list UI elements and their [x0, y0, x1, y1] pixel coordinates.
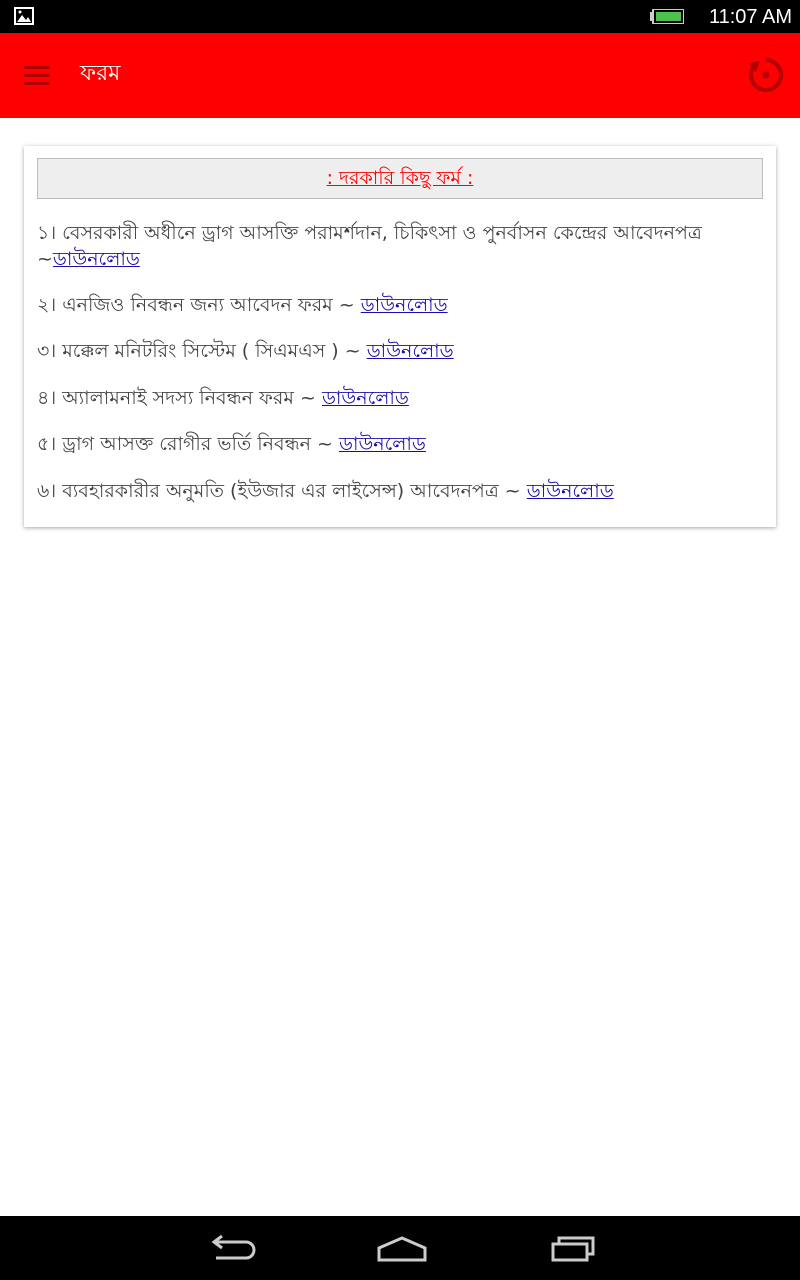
download-link[interactable]: ডাউনলোড — [360, 294, 448, 316]
list-item — [37, 338, 757, 364]
list-item — [37, 385, 757, 411]
download-link[interactable]: ডাউনলোড — [321, 387, 409, 409]
status-bar — [0, 0, 800, 33]
menu-button[interactable] — [20, 61, 54, 91]
home-icon — [372, 1230, 432, 1266]
page-title: ফরম — [80, 61, 121, 86]
refresh-icon — [746, 55, 786, 95]
recents-button[interactable] — [543, 1230, 603, 1266]
forms-card — [24, 146, 776, 527]
list-item — [37, 220, 757, 272]
back-button[interactable] — [202, 1230, 262, 1266]
form-item-text: ৬। ব্যবহারকারীর অনুমতি (ইউজার এর লাইসেন্স) আবেদনপত্র ~ — [37, 480, 527, 502]
app-bar — [0, 33, 800, 118]
card-header — [37, 158, 763, 199]
download-link[interactable]: ডাউনলোড — [366, 340, 454, 362]
card-header-title: : দরকারি কিছু ফর্ম : — [326, 167, 474, 189]
form-item-text: ২। এনজিও নিবন্ধন জন্য আবেদন ফরম ~ — [37, 294, 361, 316]
home-button[interactable] — [372, 1230, 432, 1266]
download-link[interactable]: ডাউনলোড — [52, 248, 140, 270]
download-link[interactable]: ডাউনলোড — [526, 480, 614, 502]
navigation-bar — [0, 1216, 800, 1280]
form-item-text: ৩। মক্কেল মনিটরিং সিস্টেম ( সিএমএস ) ~ — [37, 340, 367, 362]
form-item-text: ১। বেসরকারী অধীনে ড্রাগ আসক্তি পরামর্শদান, চিকিৎসা ও পুনর্বাসন কেন্দ্রের আবেদনপত্র ~ — [37, 222, 702, 270]
download-link[interactable]: ডাউনলোড — [338, 433, 426, 455]
form-item-text: ৪। অ্যালামনাই সদস্য নিবন্ধন ফরম ~ — [37, 387, 322, 409]
form-item-text: ৫। ড্রাগ আসক্ত রোগীর ভর্তি নিবন্ধন ~ — [37, 433, 339, 455]
menu-icon — [20, 66, 54, 85]
status-time: 11:07 AM — [708, 6, 792, 28]
refresh-button[interactable] — [746, 55, 786, 95]
recents-icon — [543, 1230, 603, 1266]
list-item — [37, 431, 757, 457]
list-item — [37, 478, 757, 504]
back-icon — [202, 1230, 262, 1266]
battery-icon — [650, 9, 684, 24]
picture-notification-icon — [14, 7, 34, 25]
list-item — [37, 292, 757, 318]
